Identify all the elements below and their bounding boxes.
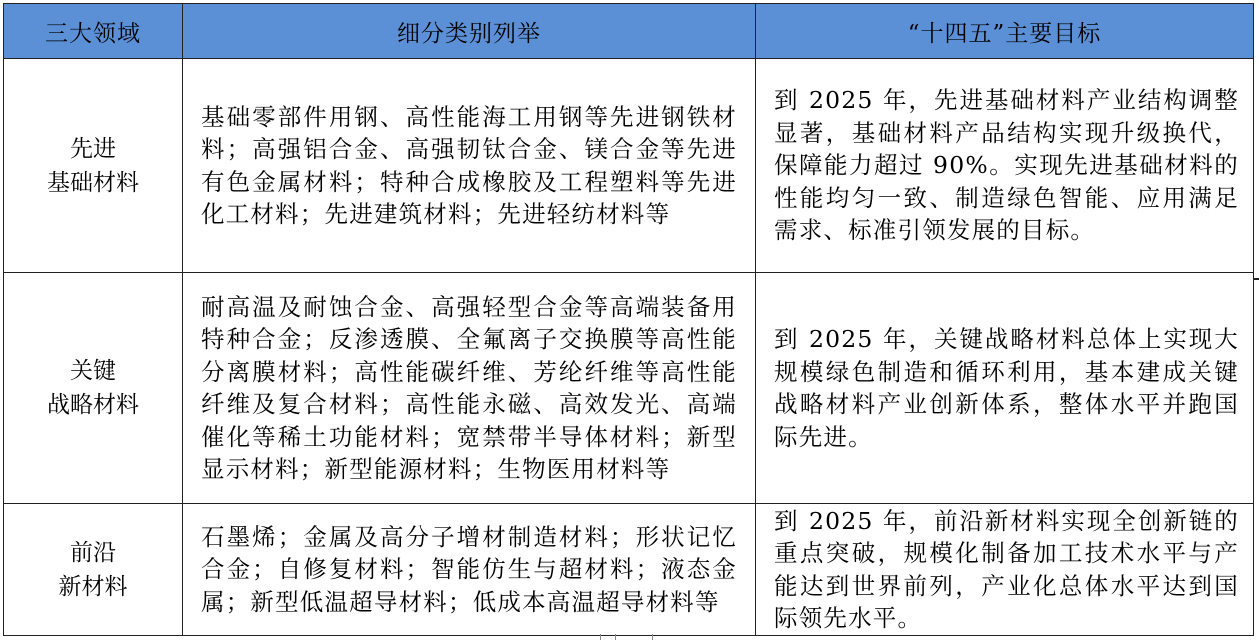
domain-line1: 先进 [70, 135, 116, 162]
border-stub [1254, 278, 1259, 280]
domain-cell [4, 273, 183, 504]
materials-table [3, 3, 1254, 636]
domain-line1: 前沿 [70, 539, 116, 566]
header-row [4, 4, 1254, 59]
domain-line2: 基础材料 [47, 169, 139, 196]
footer-marks [600, 634, 660, 640]
goal-cell: 到 2025 年，前沿新材料实现全创新链的重点突破，规模化制备加工技术水平与产能达到世界前列，产业化总体水平达到国际领先水平。 [756, 504, 1254, 636]
goal-cell: 到 2025 年，关键战略材料总体上实现大规模绿色制造和循环利用，基本建成关键战略材料产业创新体系，整体水平并跑国际先进。 [756, 273, 1254, 504]
domain-cell [4, 504, 183, 636]
header-domain: 三大领域 [4, 4, 183, 59]
table-row [4, 504, 1254, 636]
categories-cell: 石墨烯；金属及高分子增材制造材料；形状记忆合金；自修复材料；智能仿生与超材料；液态金属；新型低温超导材料；低成本高温超导材料等 [183, 504, 756, 636]
goal-cell: 到 2025 年，先进基础材料产业结构调整显著，基础材料产品结构实现升级换代，保障能力超过 90%。实现先进基础材料的性能均匀一致、制造绿色智能、应用满足需求、标准引领发展的目标。 [756, 59, 1254, 273]
categories-cell: 基础零部件用钢、高性能海工用钢等先进钢铁材料；高强铝合金、高强韧钛合金、镁合金等先进有色金属材料；特种合成橡胶及工程塑料等先进化工材料；先进建筑材料；先进轻纺材料等 [183, 59, 756, 273]
domain-line2: 新材料 [58, 573, 128, 600]
header-categories: 细分类别列举 [183, 4, 756, 59]
domain-cell [4, 59, 183, 273]
table-row [4, 59, 1254, 273]
table-header [4, 4, 1254, 59]
categories-cell: 耐高温及耐蚀合金、高强轻型合金等高端装备用特种合金；反渗透膜、全氟离子交换膜等高性能分离膜材料；高性能碳纤维、芳纶纤维等高性能纤维及复合材料；高性能永磁、高效发光、高端催化等稀土功能材料；宽禁带半导体材料；新型显示材料；新型能源材料；生物医用材料等 [183, 273, 756, 504]
domain-line2: 战略材料 [47, 392, 139, 418]
header-goals: “十四五”主要目标 [756, 4, 1254, 59]
table-row [4, 273, 1254, 504]
domain-line1: 关键 [70, 358, 116, 384]
